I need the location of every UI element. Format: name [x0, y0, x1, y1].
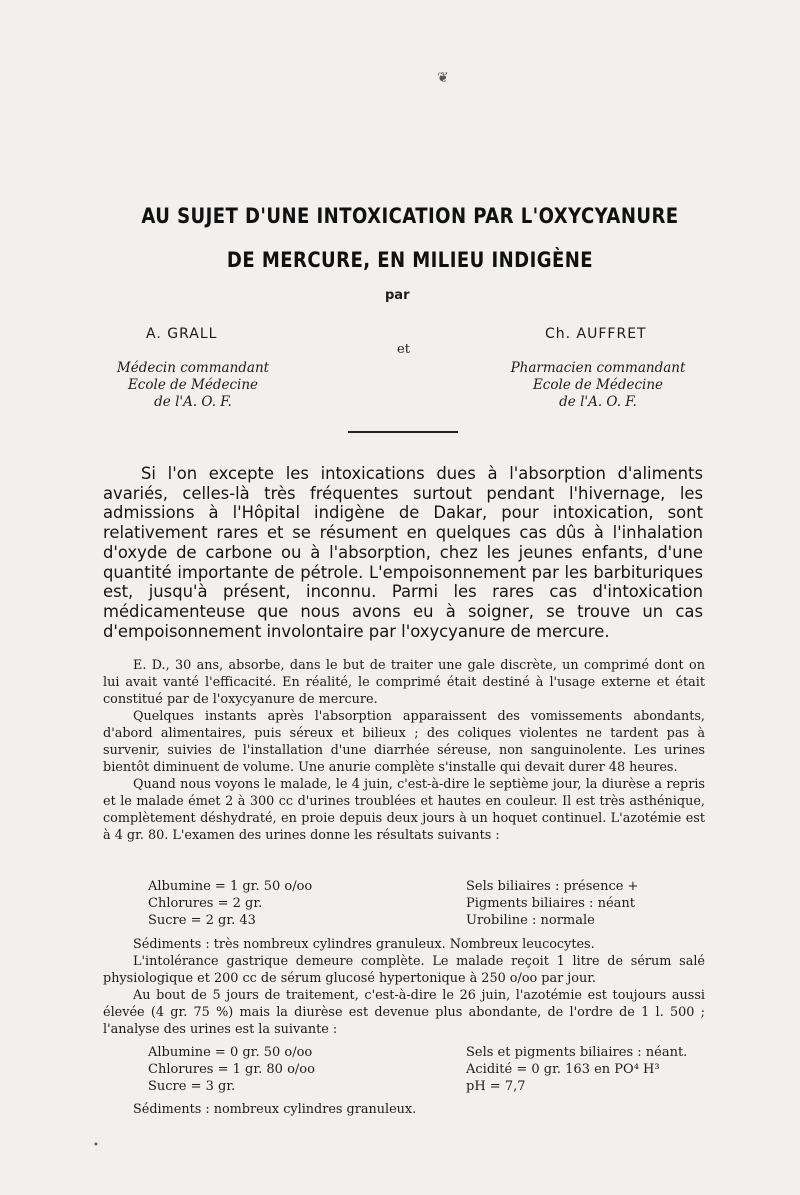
body-paragraph: L'intolérance gastrique demeure complète. Le malade reçoit 1 litre de sérum salé physiologique et 200 cc de sérum glucosé hypertonique à 250 o/oo par jour.: [103, 954, 705, 986]
section-divider: [348, 431, 458, 433]
body-paragraph: Sédiments : nombreux cylindres granuleux.: [133, 1102, 417, 1117]
lead-paragraph: Si l'on excepte les intoxications dues à l'absorption d'aliments avariés, celles-là très fréquentes surtout pendant l'hivernage, les admissions à l'Hôpital indigène de Dakar, pour intoxication, sont relativement rares et se résument en quelques cas dûs à l'inhalation d'oxyde de carbone ou à l'absorption, chez les jeunes enfants, d'une quantité importante de pétrole. L'empoisonnement par les barbituriques est, jusqu'à présent, inconnu. Parmi les rares cas d'intoxication médicamenteuse que nous avons eu à soigner, se trouve un cas d'empoisonnement involontaire par l'oxycyanure de mercure.: [103, 464, 703, 641]
treatment-description: [103, 936, 705, 1038]
article-title-line-1: AU SUJET D'UNE INTOXICATION PAR L'OXYCYANURE: [141, 204, 679, 228]
page-speck-mark: •: [93, 1140, 99, 1151]
author-name-auffret: Ch. AUFFRET: [545, 326, 647, 342]
result-line: Acidité = 0 gr. 163 en PO⁴ H³: [466, 1062, 660, 1077]
affiliation-line: Médecin commandant: [116, 360, 270, 376]
author-affiliation-grall: [88, 360, 298, 411]
final-sediments: [103, 1101, 705, 1118]
result-line: Chlorures = 2 gr.: [148, 896, 263, 911]
results-left-column: [148, 878, 312, 929]
results-right-column: [466, 1044, 687, 1095]
body-paragraph: Quand nous voyons le malade, le 4 juin, c'est-à-dire le septième jour, la diurèse a repris et le malade émet 2 à 300 cc d'urines troublées et hautes en couleur. Il est très asthénique, complètement déshydraté, en proie depuis deux jours à un hoquet continuel. L'azotémie est à 4 gr. 80. L'examen des urines donne les résultats suivants :: [103, 777, 705, 843]
result-line: Sels biliaires : présence +: [466, 879, 639, 894]
page-ornament-mark: ❦: [437, 70, 449, 86]
result-line: Sels et pigments biliaires : néant.: [466, 1045, 688, 1060]
result-line: Albumine = 0 gr. 50 o/oo: [148, 1045, 313, 1060]
result-line: Chlorures = 1 gr. 80 o/oo: [148, 1062, 315, 1077]
results-right-column: [466, 878, 638, 929]
affiliation-line: Ecole de Médecine: [532, 377, 664, 393]
affiliation-line: Pharmacien commandant: [510, 360, 686, 376]
affiliation-line: de l'A. O. F.: [559, 394, 637, 410]
result-line: Urobiline : normale: [466, 913, 595, 928]
result-line: pH = 7,7: [466, 1079, 526, 1094]
body-paragraph: Quelques instants après l'absorption apparaissent des vomissements abondants, d'abord alimentaires, puis séreux et bilieux ; des coliques violentes ne tardent pas à survenir, suivies de l'installation d'une diarrhée séreuse, non sanguinolente. Les urines bientôt diminuent de volume. Une anurie complète s'installe qui devait durer 48 heures.: [103, 709, 705, 775]
affiliation-line: Ecole de Médecine: [127, 377, 259, 393]
result-line: Sucre = 2 gr. 43: [148, 913, 256, 928]
case-description: [103, 657, 705, 844]
article-title-line-2: DE MERCURE, EN MILIEU INDIGÈNE: [226, 248, 594, 272]
body-paragraph: E. D., 30 ans, absorbe, dans le but de traiter une gale discrète, un comprimé dont on lui avait vanté l'efficacité. En réalité, le comprimé était destiné à l'usage externe et était constitué par de l'oxycyanure de mercure.: [103, 658, 705, 707]
body-paragraph: Au bout de 5 jours de traitement, c'est-à-dire le 26 juin, l'azotémie est toujours aussi élevée (4 gr. 75 %) mais la diurèse est devenue plus abondante, de l'ordre de 1 l. 500 ; l'analyse des urines est la suivante :: [103, 988, 705, 1037]
body-paragraph: Sédiments : très nombreux cylindres granuleux. Nombreux leucocytes.: [133, 937, 595, 952]
result-line: Albumine = 1 gr. 50 o/oo: [148, 879, 313, 894]
author-affiliation-auffret: [493, 360, 703, 411]
author-conjunction: et: [397, 342, 410, 357]
results-left-column: [148, 1044, 315, 1095]
byline-par: par: [385, 288, 410, 303]
author-name-grall: A. GRALL: [146, 326, 218, 342]
result-line: Sucre = 3 gr.: [148, 1079, 236, 1094]
result-line: Pigments biliaires : néant: [466, 896, 635, 911]
affiliation-line: de l'A. O. F.: [154, 394, 232, 410]
